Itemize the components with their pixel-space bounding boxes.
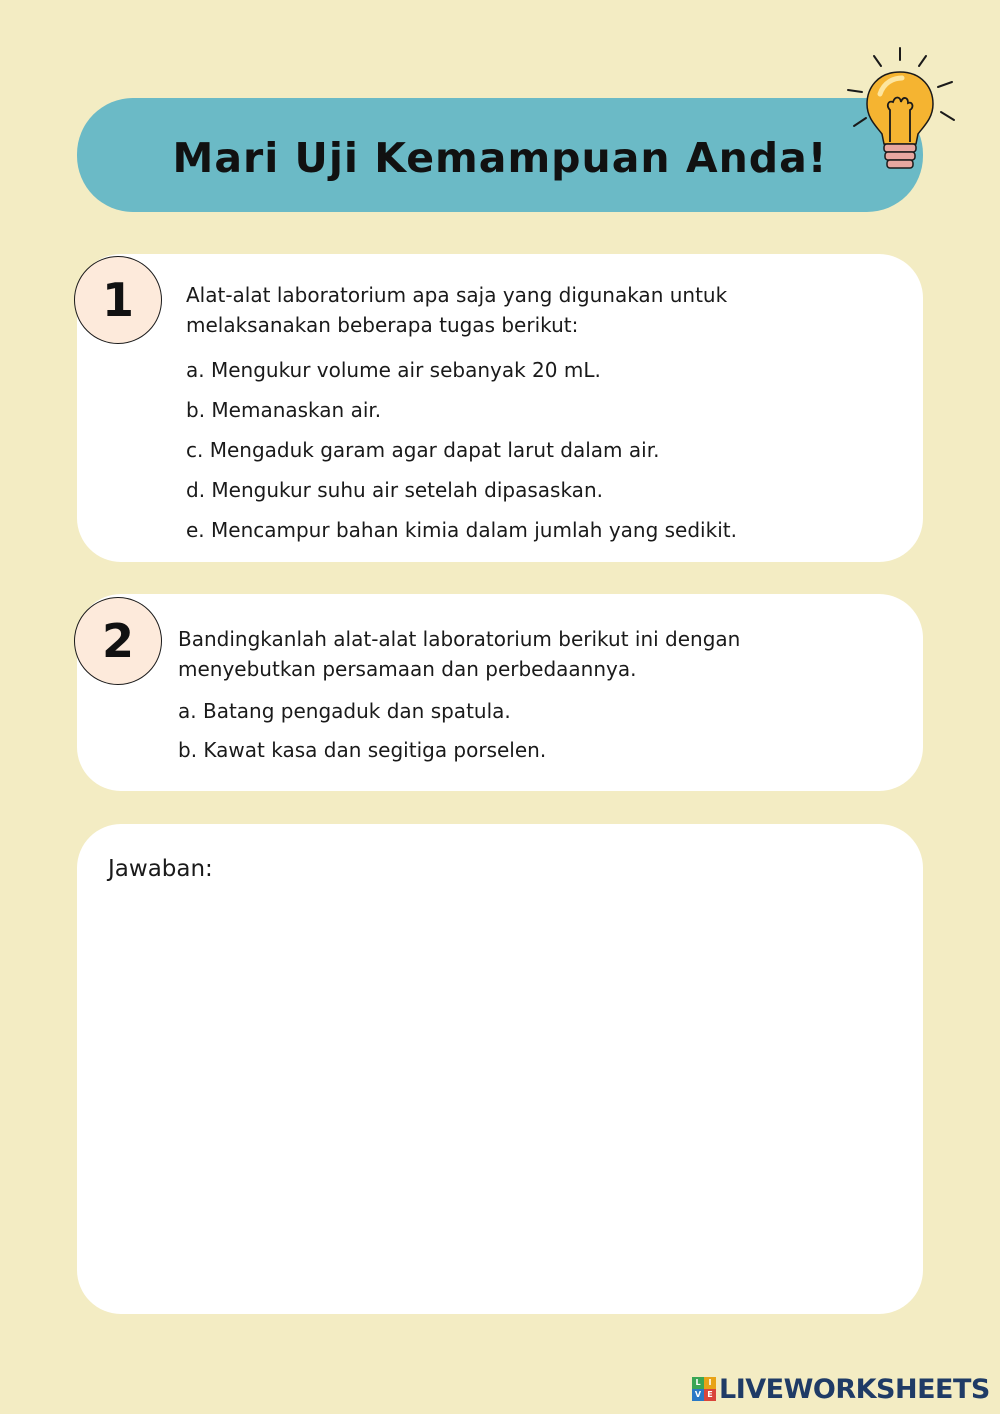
question-2-text: Bandingkanlah alat-alat laboratorium berikut ini dengan menyebutkan persamaan dan perbedaannya. bbox=[178, 627, 741, 681]
question-1-list bbox=[186, 350, 826, 550]
question-1-item-c: c. Mengaduk garam agar dapat larut dalam air. bbox=[186, 438, 660, 462]
question-2-number: 2 bbox=[74, 597, 162, 685]
question-2-list bbox=[178, 692, 828, 770]
logo-letter-i: I bbox=[704, 1377, 716, 1389]
brand-name: LIVEWORKSHEETS bbox=[719, 1373, 990, 1405]
logo-letter-l: L bbox=[692, 1377, 704, 1389]
question-2-content bbox=[178, 624, 828, 770]
liveworksheets-logo-icon bbox=[692, 1377, 716, 1401]
liveworksheets-brand[interactable] bbox=[692, 1374, 990, 1404]
logo-letter-v: V bbox=[692, 1389, 704, 1401]
title-banner bbox=[77, 98, 923, 212]
question-1-item-b: b. Memanaskan air. bbox=[186, 398, 382, 422]
answer-area[interactable] bbox=[77, 824, 923, 1314]
light-bulb-icon bbox=[840, 44, 960, 179]
question-1-number: 1 bbox=[74, 256, 162, 344]
question-1-item-a: a. Mengukur volume air sebanyak 20 mL. bbox=[186, 358, 601, 382]
question-1-item-d: d. Mengukur suhu air setelah dipasaskan. bbox=[186, 478, 603, 502]
page-title: Mari Uji Kemampuan Anda! bbox=[172, 134, 828, 182]
question-1-text: Alat-alat laboratorium apa saja yang digunakan untuk melaksanakan beberapa tugas berikut: bbox=[186, 283, 728, 337]
question-1-content bbox=[186, 280, 826, 550]
question-2-item-a: a. Batang pengaduk dan spatula. bbox=[178, 699, 511, 723]
logo-letter-e: E bbox=[704, 1389, 716, 1401]
question-1-item-e: e. Mencampur bahan kimia dalam jumlah yang sedikit. bbox=[186, 518, 737, 542]
answer-label: Jawaban: bbox=[108, 856, 213, 882]
question-2-item-b: b. Kawat kasa dan segitiga porselen. bbox=[178, 738, 547, 762]
